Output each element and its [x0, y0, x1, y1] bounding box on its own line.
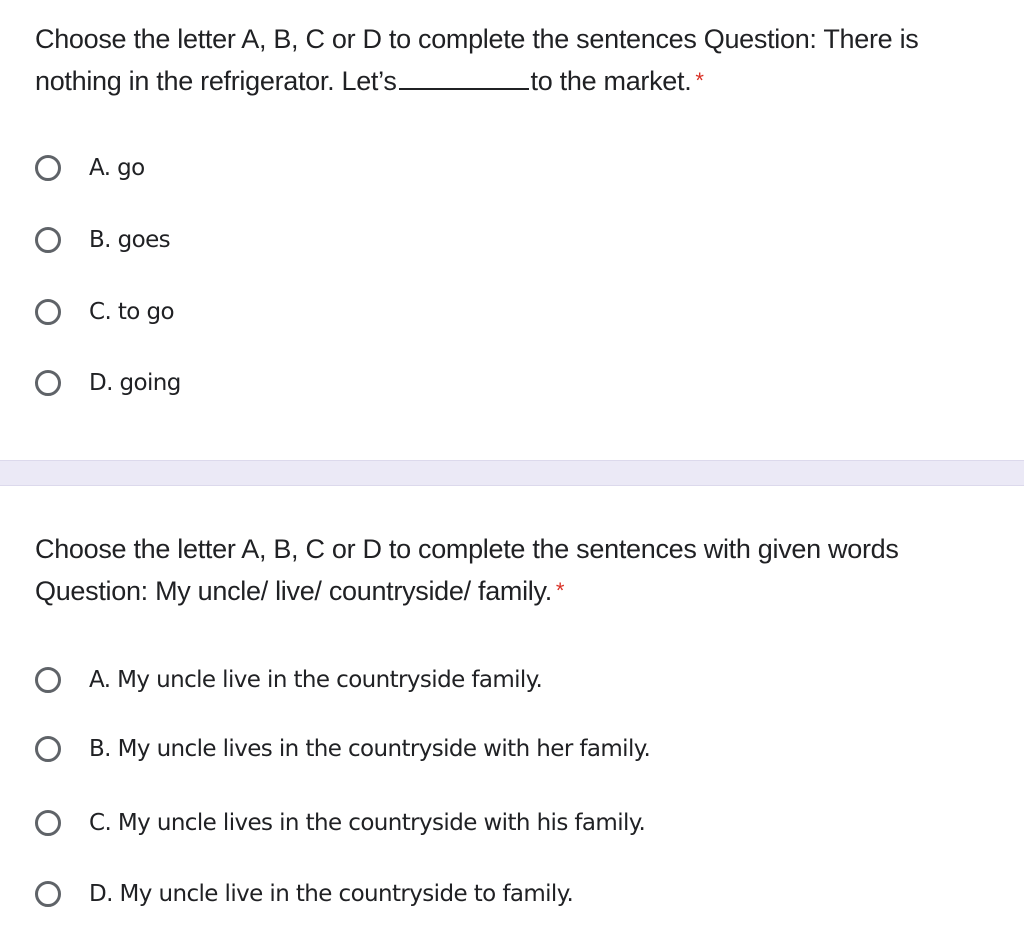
option-label: D. My uncle live in the countryside to family. — [89, 881, 574, 907]
radio-button[interactable] — [35, 370, 61, 396]
radio-button[interactable] — [35, 881, 61, 907]
option-label: C. to go — [89, 299, 174, 325]
question-title — [35, 18, 1004, 102]
option-b[interactable] — [35, 729, 650, 769]
question-card-2 — [0, 486, 1024, 945]
option-d[interactable] — [35, 363, 181, 403]
option-d[interactable] — [35, 874, 573, 914]
radio-button[interactable] — [35, 667, 61, 693]
radio-button[interactable] — [35, 155, 61, 181]
option-c[interactable] — [35, 292, 174, 332]
required-asterisk: * — [555, 578, 565, 603]
required-asterisk: * — [695, 68, 704, 93]
question-text: Choose the letter A, B, C or D to complete the sentences Question: There is nothing in the refrigerator. Let’s — [35, 24, 919, 96]
option-c[interactable] — [35, 803, 645, 843]
option-a[interactable] — [35, 660, 542, 700]
answer-blank — [399, 62, 529, 90]
radio-button[interactable] — [35, 736, 61, 762]
option-label: B. My uncle lives in the countryside with her family. — [89, 736, 651, 762]
option-label: A. My uncle live in the countryside family. — [89, 667, 543, 693]
radio-button[interactable] — [35, 299, 61, 325]
option-label: A. go — [89, 155, 145, 181]
question-card-1 — [0, 0, 1024, 460]
question-text-continued: to the market. — [530, 66, 692, 96]
question-text: Choose the letter A, B, C or D to complete the sentences with given words Question: My uncle/ live/ countryside/ family. — [35, 534, 899, 606]
option-label: D. going — [89, 370, 181, 396]
question-title — [35, 528, 1004, 612]
option-a[interactable] — [35, 148, 145, 188]
option-label: C. My uncle lives in the countryside with his family. — [89, 810, 646, 836]
section-divider — [0, 460, 1024, 486]
option-label: B. goes — [89, 227, 171, 253]
radio-button[interactable] — [35, 810, 61, 836]
option-b[interactable] — [35, 220, 170, 260]
radio-button[interactable] — [35, 227, 61, 253]
